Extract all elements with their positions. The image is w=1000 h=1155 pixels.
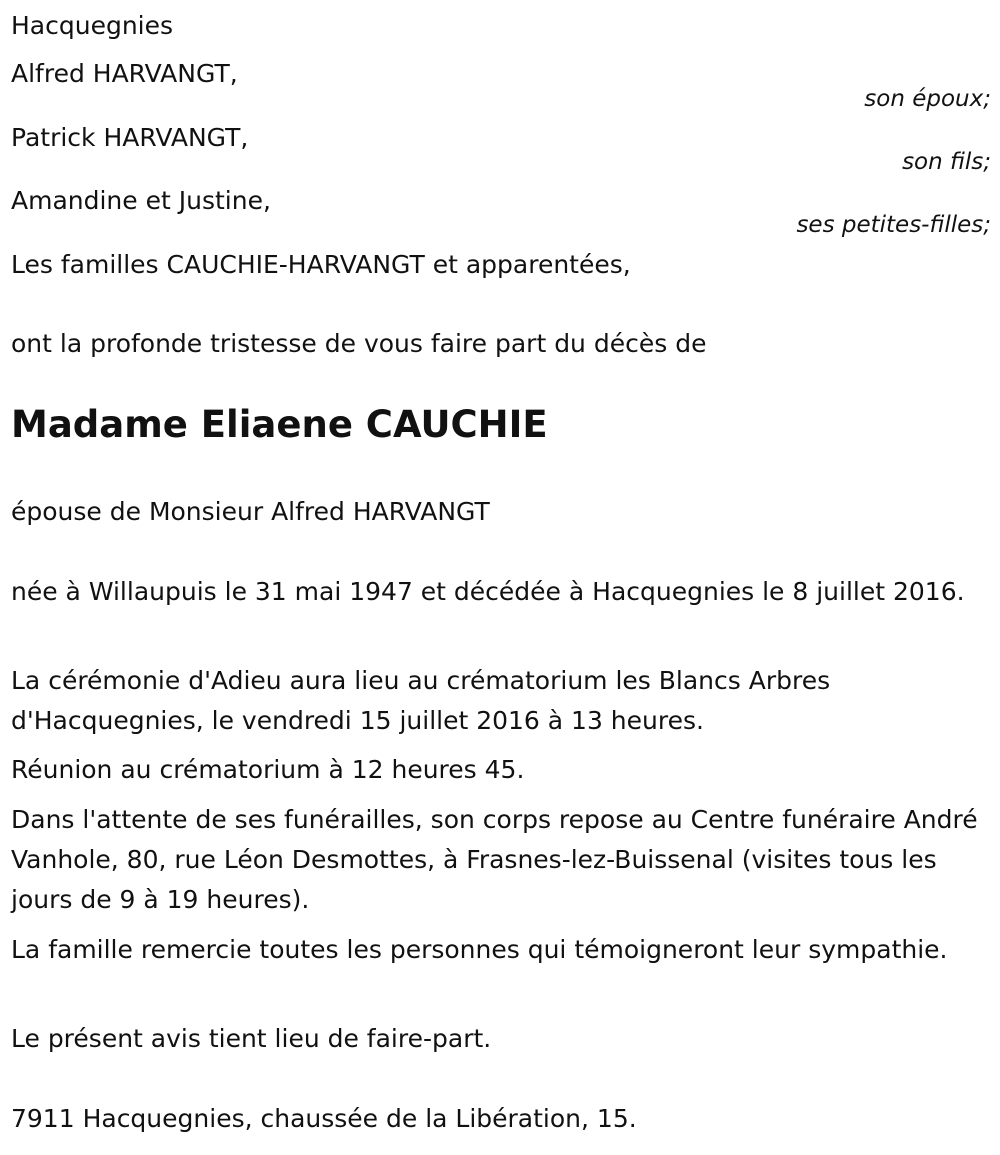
family-member-relation: ses petites-filles; — [796, 212, 991, 238]
reunion-paragraph: Réunion au crématorium à 12 heures 45. — [11, 755, 525, 784]
ceremony-paragraph: La cérémonie d'Adieu aura lieu au crématorium les Blancs Arbres d'Hacquegnies, le vendredi 15 juillet 2016 à 13 heures. — [11, 666, 831, 735]
thanks-paragraph: La famille remercie toutes les personnes qui témoigneront leur sympathie. — [11, 935, 948, 964]
family-member-relation: son fils; — [902, 149, 991, 175]
family-member-relation: son époux; — [864, 86, 991, 112]
families-line: Les familles CAUCHIE-HARVANGT et apparentées, — [11, 250, 631, 279]
death-notice — [11, 0, 991, 1155]
deceased-name: Madame Eliaene CAUCHIE — [11, 403, 548, 446]
announcement-text: ont la profonde tristesse de vous faire part du décès de — [11, 329, 707, 358]
spouse-line: épouse de Monsieur Alfred HARVANGT — [11, 497, 490, 526]
birth-death-paragraph: née à Willaupuis le 31 mai 1947 et décédée à Hacquegnies le 8 juillet 2016. — [11, 577, 965, 606]
address-line: 7911 Hacquegnies, chaussée de la Libération, 15. — [11, 1104, 637, 1133]
family-member-name: Alfred HARVANGT, — [11, 59, 238, 88]
place-header: Hacquegnies — [11, 11, 174, 40]
family-member-name: Patrick HARVANGT, — [11, 123, 249, 152]
family-member-name: Amandine et Justine, — [11, 186, 271, 215]
faire-part-paragraph: Le présent avis tient lieu de faire-part. — [11, 1024, 492, 1053]
funeral-home-paragraph: Dans l'attente de ses funérailles, son corps repose au Centre funéraire André Vanhole, 80, rue Léon Desmottes, à Frasnes-lez-Buissenal (visites tous les jours de 9 à 19 heures). — [11, 805, 978, 914]
